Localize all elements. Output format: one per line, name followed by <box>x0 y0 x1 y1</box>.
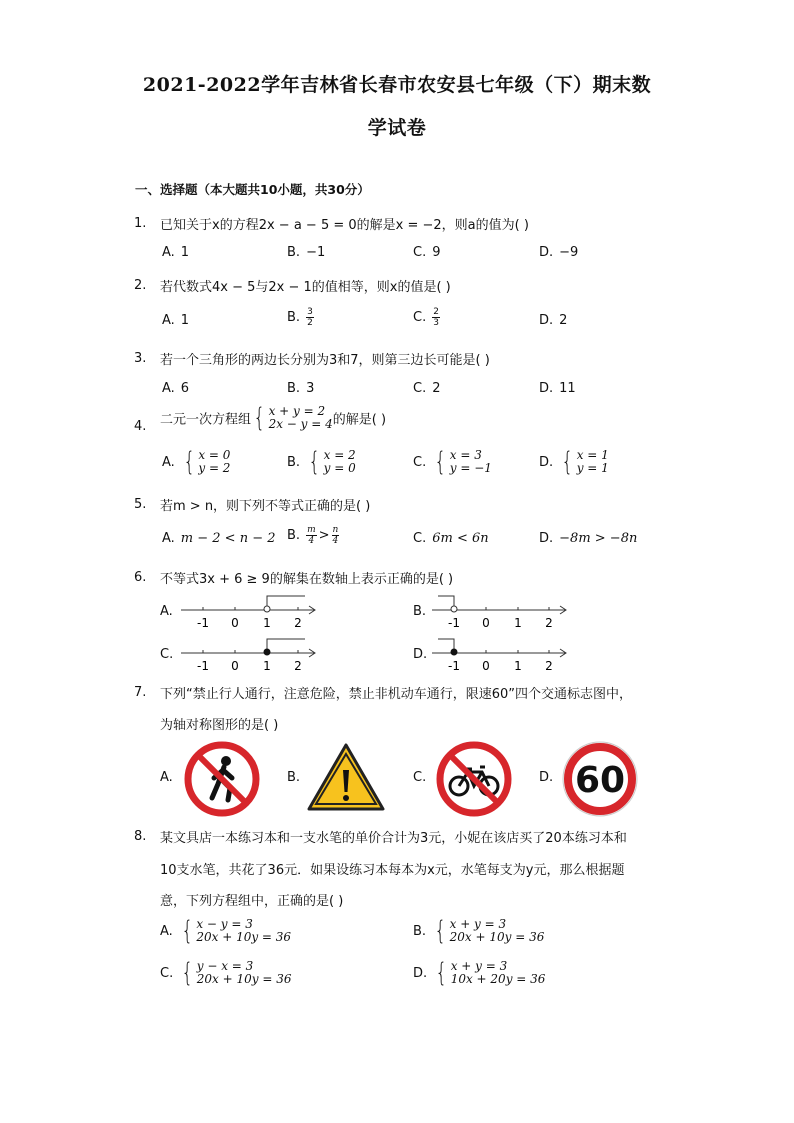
question-number: 5. <box>134 497 147 512</box>
option-label: C. <box>413 454 427 470</box>
tick-label: 2 <box>294 616 302 630</box>
option-label: C. <box>413 770 427 785</box>
no-bicycle-sign-icon <box>434 739 514 819</box>
solid-dot <box>264 649 270 655</box>
option-b[interactable] <box>287 381 314 396</box>
equation-row: 20x + 10y = 36 <box>196 930 292 944</box>
option-label: B. <box>287 454 301 470</box>
option-label: A. <box>162 531 175 546</box>
option-d[interactable] <box>413 647 427 662</box>
equation-row: y = 2 <box>198 461 231 475</box>
option-label: B. <box>287 245 301 260</box>
tick-label: -1 <box>197 659 209 673</box>
equation-row: 20x + 10y = 36 <box>449 930 545 944</box>
solid-dot <box>451 649 457 655</box>
option-d[interactable] <box>539 245 578 260</box>
question-text: 不等式3x + 6 ≥ 9的解集在数轴上表示正确的是( ) <box>160 572 454 587</box>
option-d[interactable] <box>413 960 545 986</box>
tick-label: 1 <box>263 659 271 673</box>
brace: { <box>183 447 195 477</box>
option-b[interactable] <box>287 307 314 328</box>
tick-label: 1 <box>514 659 522 673</box>
exam-title-line2: 学试卷 <box>367 117 427 139</box>
tick-label: 2 <box>545 659 553 673</box>
option-d[interactable] <box>539 449 609 475</box>
option-b[interactable] <box>287 245 325 260</box>
option-label: A. <box>162 454 175 470</box>
denominator: 2 <box>307 318 313 328</box>
option-a[interactable] <box>160 604 173 619</box>
equation-row: x + y = 3 <box>450 959 508 973</box>
tick-label: 0 <box>482 616 490 630</box>
question-number: 8. <box>134 829 147 844</box>
option-c[interactable] <box>413 245 441 260</box>
option-label: C. <box>160 647 174 662</box>
tick-label: 2 <box>545 616 553 630</box>
brace: { <box>561 447 574 477</box>
option-a[interactable] <box>160 918 291 944</box>
equation-row: x − y = 3 <box>196 917 253 931</box>
tick-label: 0 <box>482 659 490 673</box>
numerator: m <box>307 525 316 535</box>
option-d[interactable] <box>539 531 637 546</box>
speed-limit-value: 60 <box>574 760 626 801</box>
number-line-c <box>177 635 322 673</box>
equation-row: x + y = 2 <box>268 404 326 418</box>
denominator: 4 <box>332 536 339 546</box>
option-value: 2 <box>432 381 441 396</box>
option-label: B. <box>287 381 301 396</box>
option-label: A. <box>160 923 173 939</box>
option-a[interactable] <box>162 313 189 328</box>
option-d[interactable] <box>539 313 567 328</box>
open-dot <box>451 606 457 612</box>
option-c[interactable] <box>160 647 173 662</box>
question-text: 下列“禁止行人通行，注意危险，禁止非机动车通行，限速60”四个交通标志图中， <box>160 687 633 702</box>
equation-system <box>306 449 356 475</box>
question-text: 若代数式4x − 5与2x − 1的值相等，则x的值是( ) <box>160 280 451 295</box>
operator: > <box>318 528 330 543</box>
numerator: 2 <box>433 307 439 317</box>
equation-row: y − x = 3 <box>196 959 254 973</box>
question-text-after: 的解是( ) <box>332 412 387 428</box>
option-c[interactable] <box>413 307 440 328</box>
brace: { <box>435 958 448 988</box>
equation-row: 10x + 20y = 36 <box>450 972 546 986</box>
question-text-line2: 10支水笔，共花了36元．如果设练习本每本为x元，水笔每支为y元，那么根据题 <box>160 863 625 878</box>
option-label: D. <box>539 245 554 260</box>
question-text: 已知关于x的方程2x − a − 5 = 0的解是x = −2，则a的值为( ) <box>160 218 529 233</box>
numerator: 3 <box>307 307 313 317</box>
option-c[interactable] <box>413 770 426 785</box>
option-value: −9 <box>559 245 579 260</box>
question-number: 2. <box>134 278 147 293</box>
equation-row: y = 0 <box>323 461 356 475</box>
question-text <box>160 405 386 431</box>
equation-system <box>433 960 545 986</box>
fraction <box>332 525 340 546</box>
equation-system <box>432 449 492 475</box>
equation-row: y = −1 <box>449 461 492 475</box>
tick-label: 2 <box>294 659 302 673</box>
option-label: A. <box>162 313 175 328</box>
option-d[interactable] <box>539 770 553 785</box>
number-line-d <box>428 635 573 673</box>
option-label: C. <box>413 531 427 546</box>
option-label: C. <box>413 310 427 325</box>
question-text: 若一个三角形的两边长分别为3和7，则第三边长可能是( ) <box>160 353 490 368</box>
tick-label: 1 <box>514 616 522 630</box>
equation-row: x = 3 <box>449 448 482 462</box>
option-value: 11 <box>559 381 576 396</box>
question-text: 某文具店一本练习本和一支水笔的单价合计为3元，小妮在该店买了20本练习本和 <box>160 831 627 846</box>
option-label: D. <box>539 531 554 546</box>
option-label: D. <box>539 770 554 785</box>
speed-limit-sign-icon <box>560 739 640 819</box>
option-value: 6m < 6n <box>432 531 489 546</box>
option-label: D. <box>413 647 428 662</box>
option-label: B. <box>413 604 427 619</box>
brace: { <box>434 916 447 946</box>
option-b[interactable] <box>287 525 339 546</box>
option-b[interactable] <box>287 770 300 785</box>
question-text-line3: 意，下列方程组中，正确的是( ) <box>160 894 344 909</box>
question-text-line2: 为轴对称图形的是( ) <box>160 718 279 733</box>
question-text: 若m > n，则下列不等式正确的是( ) <box>160 499 371 514</box>
tick-label: 0 <box>231 616 239 630</box>
option-value: −1 <box>306 245 326 260</box>
equation-row: x = 0 <box>198 448 231 462</box>
tick-label: 0 <box>231 659 239 673</box>
option-value: m − 2 < n − 2 <box>180 531 276 546</box>
equation-system <box>251 405 333 431</box>
brace: { <box>181 916 193 946</box>
option-a[interactable] <box>160 770 173 785</box>
option-a[interactable] <box>162 381 189 396</box>
option-label: D. <box>539 454 554 470</box>
section-heading: 一、选择题（本大题共10小题，共30分） <box>135 182 370 197</box>
option-a[interactable] <box>162 531 276 546</box>
number-line-b <box>428 592 573 630</box>
option-c[interactable] <box>413 449 492 475</box>
option-a[interactable] <box>162 449 230 475</box>
question-number: 4. <box>134 419 147 434</box>
tick-label: -1 <box>197 616 209 630</box>
equation-row: x = 1 <box>576 448 609 462</box>
equation-row: 2x − y = 4 <box>268 417 333 431</box>
tick-label: -1 <box>448 616 460 630</box>
denominator: 3 <box>433 318 439 328</box>
option-label: B. <box>413 923 427 939</box>
equation-system <box>179 918 291 944</box>
option-c[interactable] <box>413 381 441 396</box>
option-label: A. <box>162 245 175 260</box>
option-value: 1 <box>180 245 190 260</box>
option-label: C. <box>413 381 427 396</box>
fraction <box>306 525 317 546</box>
brace: { <box>434 447 447 477</box>
warning-danger-sign-icon <box>306 742 386 812</box>
fraction <box>306 307 314 328</box>
option-label: C. <box>413 245 427 260</box>
equation-row: x + y = 3 <box>449 917 507 931</box>
option-label: B. <box>287 310 301 325</box>
tick-label: 1 <box>263 616 271 630</box>
option-value: 6 <box>180 381 190 396</box>
option-label: B. <box>287 770 301 785</box>
equation-system <box>179 960 291 986</box>
option-value: 9 <box>432 245 441 260</box>
option-c[interactable] <box>160 960 292 986</box>
option-b[interactable] <box>287 449 356 475</box>
option-label: A. <box>162 381 175 396</box>
brace: { <box>181 958 194 988</box>
question-number: 7. <box>134 685 147 700</box>
question-number: 1. <box>134 216 147 231</box>
brace: { <box>308 447 321 477</box>
no-pedestrian-sign-icon <box>182 740 262 818</box>
brace: { <box>253 403 266 433</box>
open-dot <box>264 606 270 612</box>
option-d[interactable] <box>539 381 576 396</box>
option-c[interactable] <box>413 531 489 546</box>
number-line-a <box>177 592 322 630</box>
equation-system <box>432 918 544 944</box>
equation-row: x = 2 <box>323 448 356 462</box>
tick-label: -1 <box>448 659 460 673</box>
equation-row: 20x + 10y = 36 <box>196 972 292 986</box>
question-number: 3. <box>134 351 147 366</box>
equation-row: y = 1 <box>576 461 609 475</box>
equation-system <box>181 449 231 475</box>
option-value: 2 <box>559 313 568 328</box>
option-a[interactable] <box>162 245 189 260</box>
option-value: −8m > −8n <box>559 531 638 546</box>
question-number: 6. <box>134 570 147 585</box>
option-b[interactable] <box>413 918 544 944</box>
option-value: 3 <box>306 381 315 396</box>
option-label: C. <box>160 965 174 981</box>
option-label: A. <box>160 604 173 619</box>
exam-title-line1: 2021-2022学年吉林省长春市农安县七年级（下）期末数 <box>142 74 652 96</box>
option-label: D. <box>539 313 554 328</box>
option-label: D. <box>539 381 554 396</box>
question-text-before: 二元一次方程组 <box>160 412 252 428</box>
fraction <box>432 307 440 328</box>
option-label: D. <box>413 965 428 981</box>
equation-system <box>559 449 609 475</box>
option-label: A. <box>160 770 173 785</box>
option-label: B. <box>287 528 301 543</box>
denominator: 4 <box>308 536 315 546</box>
option-value: 1 <box>180 313 190 328</box>
numerator: n <box>332 525 339 535</box>
option-b[interactable] <box>413 604 426 619</box>
